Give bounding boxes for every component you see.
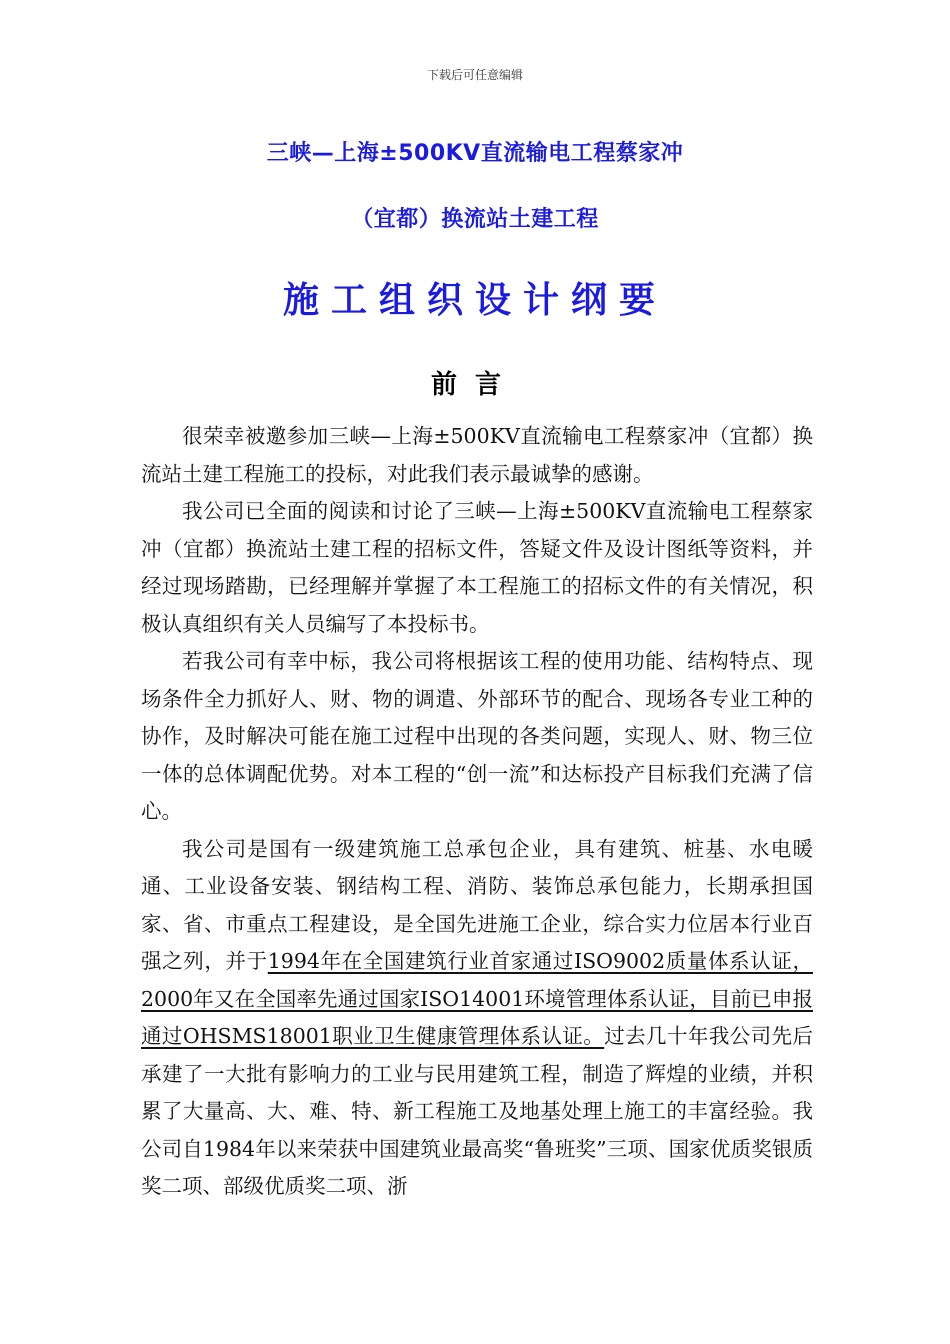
project-title-line-1: 三峡—上海±500KV直流输电工程蔡家冲 xyxy=(266,141,684,166)
paragraph-3: 若我公司有幸中标，我公司将根据该工程的使用功能、结构特点、现场条件全力抓好人、财、物的调遣、外部环节的配合、现场各专业工种的协作，及时解决可能在施工过程中出现的各类问题，实现人、财、物三位一体的总体调配优势。对本工程的“创一流”和达标投产目标我们充满了信心。 xyxy=(141,649,813,823)
project-title-line-2: （宜都）换流站土建工程 xyxy=(351,207,599,232)
paragraph-4 xyxy=(141,831,813,1206)
section-heading-preface: 前言 xyxy=(430,370,519,400)
body-text xyxy=(141,418,813,1206)
paragraph-1: 很荣幸被邀参加三峡—上海±500KV直流输电工程蔡家冲（宜都）换流站土建工程施工的投标，对此我们表示最诚挚的感谢。 xyxy=(141,424,813,486)
paragraph-4-intro: 我公司是国有一级建筑施工总承包企业，具有建筑、桩基、水电暖通、工业设备安装、钢结构工程、消防、装饰总承包能力，长期承担国家、省、市重点工程建设，是全国先进施工企业，综合实力位居本行业百强之列，并于 xyxy=(141,836,813,973)
certification-underlined-text: 1994年在全国建筑行业首家通过ISO9002质量体系认证，2000年又在全国率先通过国家ISO14001环境管理体系认证，目前已申报通过OHSMS18001职业卫生健康管理体系认证。 xyxy=(141,949,814,1048)
header-note: 下载后可任意编辑 xyxy=(426,68,523,82)
paragraph-2: 我公司已全面的阅读和讨论了三峡—上海±500KV直流输电工程蔡家冲（宜都）换流站土建工程的招标文件，答疑文件及设计图纸等资料，并经过现场踏勘，已经理解并掌握了本工程施工的招标文件的有关情况，积极认真组织有关人员编写了本投标书。 xyxy=(141,499,813,636)
paragraph-4-continued: 过去几十年我公司先后承建了一大批有影响力的工业与民用建筑工程，制造了辉煌的业绩，并积累了大量高、大、难、特、新工程施工及地基处理上施工的丰富经验。我公司自1984年以来荣获中国建筑业最高奖“鲁班奖”三项、国家优质奖银质奖二项、部级优质奖二项、浙 xyxy=(141,1024,814,1198)
document-main-title: 施工组织设计纲要 xyxy=(282,280,667,321)
